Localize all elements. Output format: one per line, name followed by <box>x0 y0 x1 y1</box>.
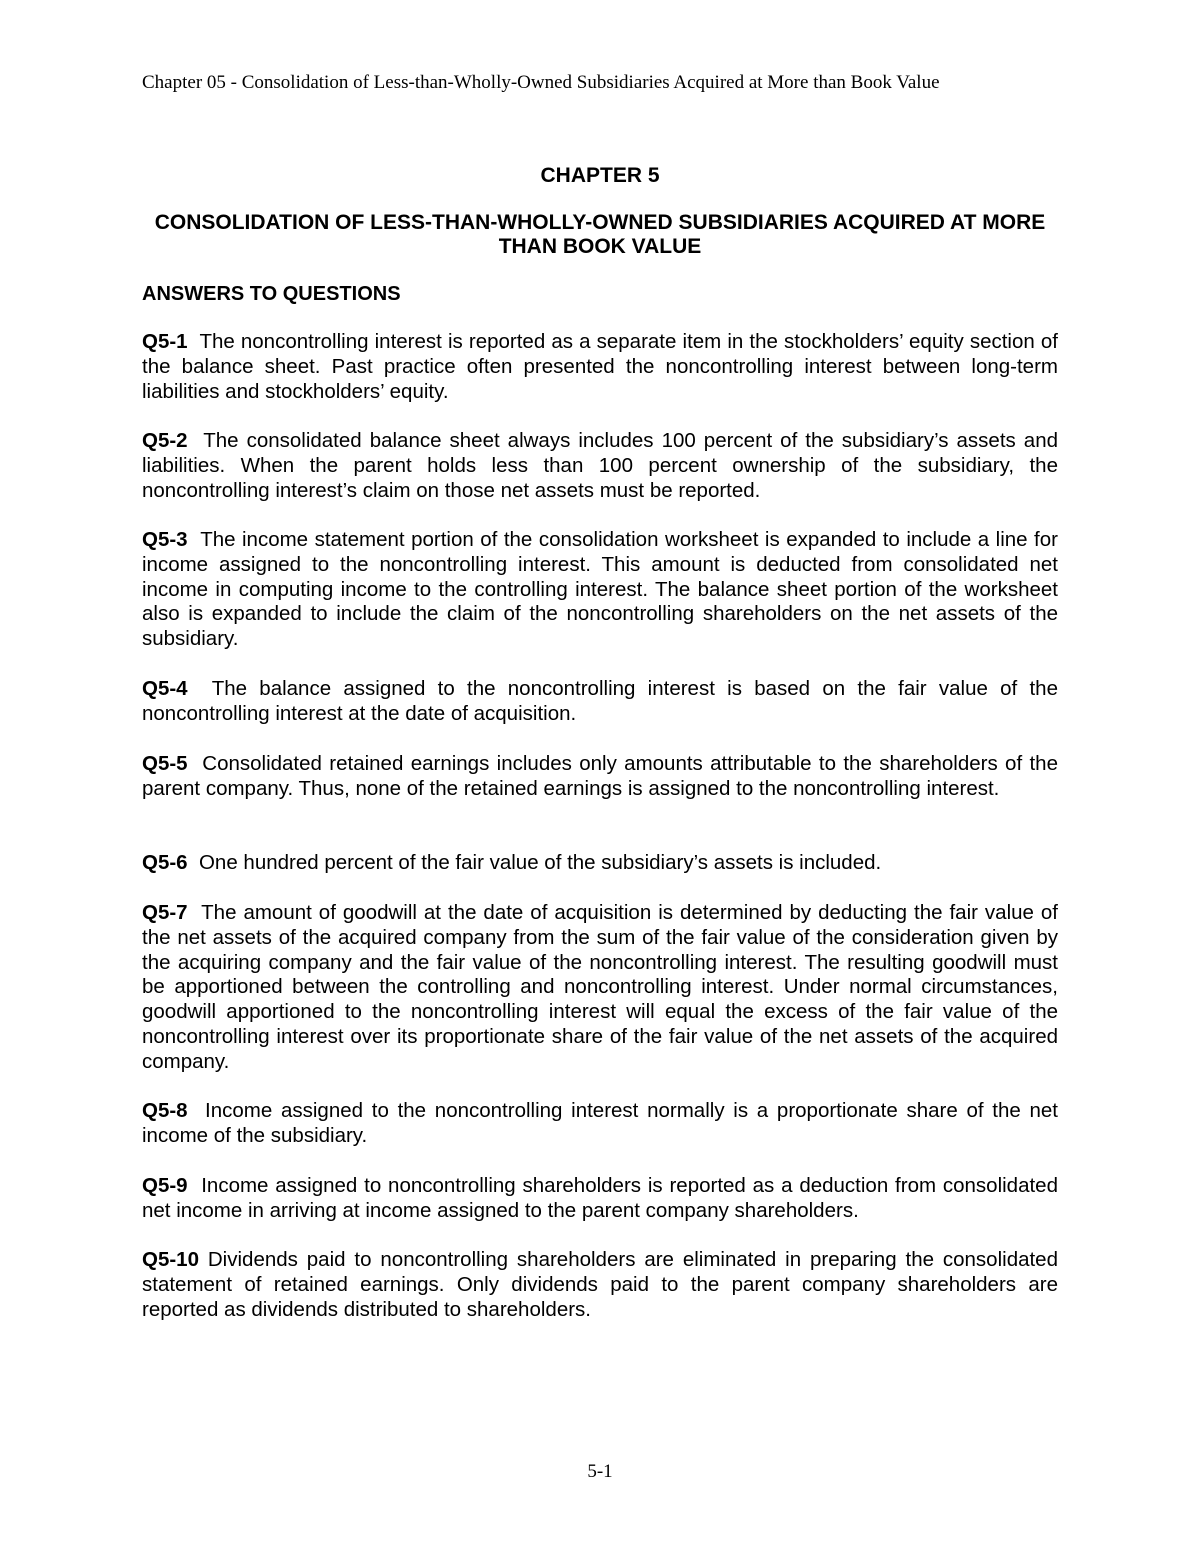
question-number: Q5-4 <box>142 677 188 700</box>
question-number: Q5-10 <box>142 1248 199 1271</box>
question-answer <box>142 429 1058 503</box>
question-number: Q5-9 <box>142 1174 188 1197</box>
question-number: Q5-1 <box>142 330 188 353</box>
answer-text: One hundred percent of the fair value of the subsidiary’s assets is included. <box>198 851 882 874</box>
question-number: Q5-6 <box>142 851 188 874</box>
answer-text: Dividends paid to noncontrolling shareholders are eliminated in preparing the consolidated statement of retained earnings. Only dividends paid to the parent company shareholders are reported as dividends distributed to shareholders. <box>142 1248 1058 1321</box>
answer-text: Income assigned to the noncontrolling interest normally is a proportionate share of the net income of the subsidiary. <box>142 1099 1058 1147</box>
answer-text: The consolidated balance sheet always includes 100 percent of the subsidiary’s assets and liabilities. When the parent holds less than 100 percent ownership of the subsidiary, the noncontrolling interest’s claim on those net assets must be reported. <box>142 429 1058 502</box>
answer-text: The balance assigned to the noncontrolling interest is based on the fair value of the noncontrolling interest at the date of acquisition. <box>142 677 1058 725</box>
question-answer <box>142 901 1058 1075</box>
question-number: Q5-8 <box>142 1099 188 1122</box>
chapter-subtitle: CONSOLIDATION OF LESS-THAN-WHOLLY-OWNED SUBSIDIARIES ACQUIRED AT MORE THAN BOOK VALUE <box>154 211 1046 258</box>
chapter-title: CHAPTER 5 <box>540 164 660 187</box>
answer-text: Income assigned to noncontrolling shareholders is reported as a deduction from consolidated net income in arriving at income assigned to the parent company shareholders. <box>142 1174 1058 1222</box>
page-number: 5-1 <box>587 1461 613 1482</box>
question-answer <box>142 1248 1058 1322</box>
answer-text: Consolidated retained earnings includes only amounts attributable to the shareholders of the parent company. Thus, none of the retained earnings is assigned to the noncontrolling interest. <box>142 752 1058 800</box>
question-number: Q5-5 <box>142 752 188 775</box>
question-number: Q5-7 <box>142 901 188 924</box>
question-answer <box>142 752 1058 802</box>
question-answer <box>142 1099 1058 1149</box>
question-answer <box>142 1174 1058 1224</box>
answer-text: The amount of goodwill at the date of acquisition is determined by deducting the fair value of the net assets of the acquired company from the sum of the fair value of the consideration given by the acquiring company and the fair value of the noncontrolling interest. The resulting goodwill must be apportioned between the controlling and noncontrolling interest. Under normal circumstances, goodwill apportioned to the noncontrolling interest will equal the excess of the fair value of the noncontrolling interest over its proportionate share of the fair value of the net assets of the acquired company. <box>142 901 1058 1073</box>
running-header: Chapter 05 - Consolidation of Less-than-Wholly-Owned Subsidiaries Acquired at More than Book Value <box>142 72 940 93</box>
question-answer <box>142 528 1058 652</box>
question-answer <box>142 677 1058 727</box>
question-number: Q5-3 <box>142 528 188 551</box>
question-answer <box>142 330 1058 404</box>
answer-text: The noncontrolling interest is reported as a separate item in the stockholders’ equity section of the balance sheet. Past practice often presented the noncontrolling interest between long-term liabilities and stockholders’ equity. <box>142 330 1058 403</box>
question-number: Q5-2 <box>142 429 188 452</box>
section-heading: ANSWERS TO QUESTIONS <box>142 283 401 305</box>
question-answer <box>142 851 1058 876</box>
answer-text: The income statement portion of the consolidation worksheet is expanded to include a line for income assigned to the noncontrolling interest. This amount is deducted from consolidated net income in computing income to the controlling interest. The balance sheet portion of the worksheet also is expanded to include the claim of the noncontrolling shareholders on the net assets of the subsidiary. <box>142 528 1058 651</box>
